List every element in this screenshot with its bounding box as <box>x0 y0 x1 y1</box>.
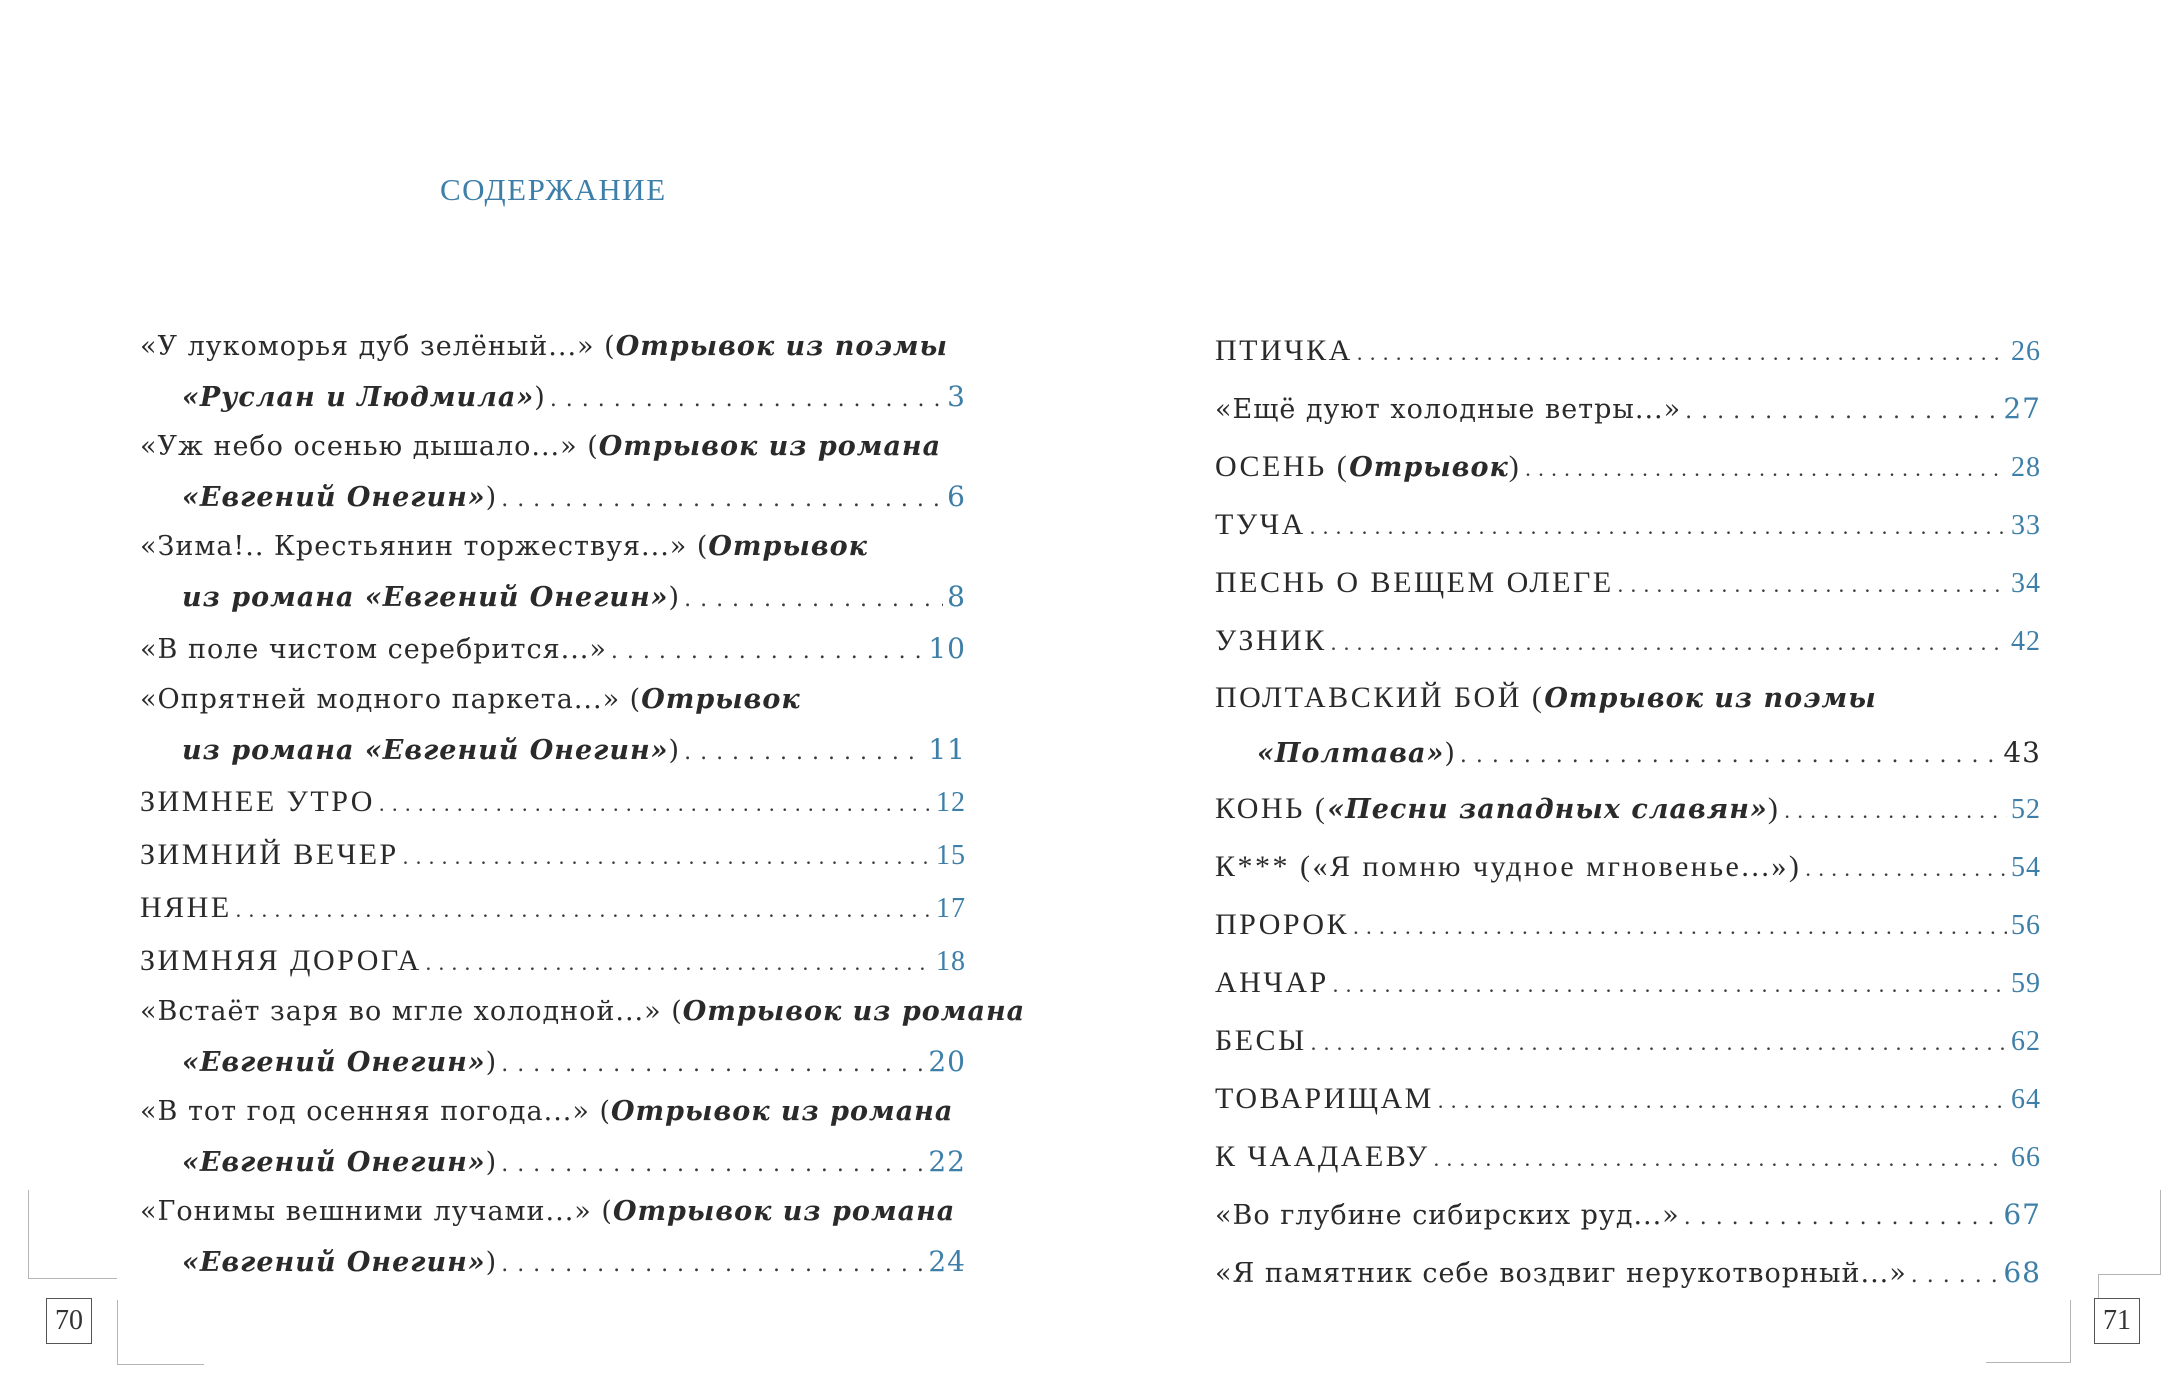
toc-entry[interactable] <box>1215 1128 2041 1186</box>
toc-title-text: ПЕСНЬ О ВЕЩЕМ ОЛЕГЕ <box>1215 566 1614 599</box>
toc-title-text: «Ещё дуют холодные ветры...» <box>1215 394 1682 425</box>
toc-title-text: «Уж небо осенью дышало...» ( <box>140 431 599 462</box>
toc-subtitle-italic: Отрывок <box>708 531 868 562</box>
toc-entry[interactable] <box>1215 838 2041 896</box>
toc-title-text: К*** («Я помню чудное мгновенье...») <box>1215 850 1802 883</box>
toc-paren: ( <box>1326 450 1350 483</box>
toc-paren: ) <box>1508 450 1522 483</box>
toc-entry <box>140 522 966 572</box>
toc-title-text: ЗИМНИЙ ВЕЧЕР <box>140 838 399 871</box>
leader-dots <box>501 1040 924 1090</box>
toc-page-number: 68 <box>2003 1256 2041 1289</box>
toc-page-number: 66 <box>2011 1142 2041 1173</box>
toc-entry <box>140 422 966 472</box>
leader-dots <box>550 375 943 425</box>
toc-page-number: 12 <box>936 787 966 818</box>
corner-frame-right <box>2098 1190 2161 1275</box>
toc-subtitle-italic: Отрывок <box>641 684 801 715</box>
toc-entry[interactable] <box>140 775 966 828</box>
toc-title-text: ТУЧА <box>1215 508 1306 541</box>
toc-entry[interactable] <box>1215 1186 2041 1244</box>
toc-entry[interactable] <box>1215 438 2041 496</box>
corner-frame-right-2 <box>2070 1274 2099 1300</box>
toc-title-text: К ЧААДАЕВУ <box>1215 1140 1430 1173</box>
toc-subtitle-italic: «Евгений Онегин» <box>182 482 486 513</box>
toc-title-text: ) <box>485 1147 498 1178</box>
toc-page-number: 56 <box>2011 910 2041 941</box>
leader-dots <box>1460 728 1999 783</box>
toc-entry[interactable] <box>1215 380 2041 438</box>
toc-page-number: 54 <box>2011 852 2041 883</box>
toc-entry[interactable] <box>1215 725 2041 780</box>
toc-subtitle-italic: «Евгений Онегин» <box>182 1047 486 1078</box>
toc-left-list <box>140 322 1026 1287</box>
leader-dots <box>1434 1130 2007 1188</box>
toc-entry[interactable] <box>140 1237 966 1287</box>
toc-title-text: АНЧАР <box>1215 966 1329 999</box>
toc-page-number: 67 <box>2003 1198 2041 1231</box>
toc-page-number: 43 <box>2003 736 2041 769</box>
page-number-left: 70 <box>46 1298 92 1344</box>
toc-paren: ( <box>1304 792 1328 825</box>
leader-dots <box>1911 1247 2000 1305</box>
contents-heading: СОДЕРЖАНИЕ <box>440 172 667 207</box>
toc-subtitle-italic: Отрывок из поэмы <box>615 331 949 362</box>
leader-dots <box>1357 324 2007 382</box>
toc-subtitle-italic: Отрывок <box>1349 452 1509 483</box>
toc-entry[interactable] <box>140 725 966 775</box>
toc-entry[interactable] <box>1215 554 2041 612</box>
leader-dots <box>403 830 932 883</box>
leader-dots <box>501 475 943 525</box>
toc-title-text: ) <box>485 1247 498 1278</box>
toc-title-text: ) <box>485 1047 498 1078</box>
toc-title-text: «Я памятник себе воздвиг нерукотворный...» <box>1215 1258 1907 1289</box>
leader-dots <box>611 625 924 678</box>
toc-entry <box>140 1187 966 1237</box>
toc-entry[interactable] <box>1215 896 2041 954</box>
toc-entry[interactable] <box>140 572 966 622</box>
leader-dots <box>501 1140 924 1190</box>
leader-dots <box>684 728 924 778</box>
toc-subtitle-italic: «Руслан и Людмила» <box>182 382 535 413</box>
toc-entry[interactable] <box>1215 1070 2041 1128</box>
toc-title-text: «В поле чистом серебрится...» <box>140 634 607 665</box>
toc-page-number: 6 <box>947 480 966 513</box>
toc-title-text: ЗИМНЕЕ УТРО <box>140 785 375 818</box>
toc-page-number: 62 <box>2011 1026 2041 1057</box>
page-number-right: 71 <box>2094 1298 2140 1344</box>
leader-dots <box>684 575 943 625</box>
toc-title-text: ОСЕНЬ <box>1215 450 1327 483</box>
toc-title-text: БЕСЫ <box>1215 1024 1307 1057</box>
toc-title-text: ) <box>485 482 498 513</box>
toc-subtitle-italic: Отрывок из романа <box>682 996 1026 1027</box>
toc-entry[interactable] <box>1215 496 2041 554</box>
toc-page-number: 3 <box>947 380 966 413</box>
toc-right-list <box>1215 322 2041 1302</box>
leader-dots <box>426 936 932 989</box>
toc-entry[interactable] <box>140 622 966 675</box>
toc-title-text: ) <box>668 735 681 766</box>
toc-page-number: 64 <box>2011 1084 2041 1115</box>
toc-page-number: 33 <box>2011 510 2041 541</box>
toc-subtitle-italic: «Полтава» <box>1257 738 1445 769</box>
toc-entry <box>1215 670 2041 725</box>
toc-title-text: «Гонимы вешними лучами...» ( <box>140 1196 613 1227</box>
corner-frame-left-3 <box>117 1300 204 1365</box>
leader-dots <box>1805 840 2007 898</box>
leader-dots <box>379 777 932 830</box>
toc-title-text: ТОВАРИЩАМ <box>1215 1082 1434 1115</box>
toc-page-number: 42 <box>2011 626 2041 657</box>
toc-entry <box>140 1087 966 1137</box>
toc-title-text: ) <box>1444 738 1456 769</box>
toc-page-number: 17 <box>936 893 966 924</box>
toc-paren: ) <box>1767 792 1781 825</box>
toc-subtitle-italic: «Евгений Онегин» <box>182 1247 486 1278</box>
toc-entry[interactable] <box>1215 612 2041 670</box>
toc-title-text: ) <box>668 582 681 613</box>
leader-dots <box>1685 383 1999 441</box>
toc-page-number: 28 <box>2011 452 2041 483</box>
corner-frame-left-2 <box>92 1278 117 1289</box>
toc-page-number: 11 <box>928 733 966 766</box>
toc-page-number: 22 <box>928 1145 966 1178</box>
toc-entry[interactable] <box>140 934 966 987</box>
leader-dots <box>1525 440 2007 498</box>
toc-subtitle-italic: из романа «Евгений Онегин» <box>182 582 669 613</box>
toc-title-text: «Встаёт заря во мгле холодной...» ( <box>140 996 683 1027</box>
leader-dots <box>1331 614 2007 672</box>
toc-entry[interactable] <box>140 372 966 422</box>
toc-title-text: «В тот год осенняя погода...» ( <box>140 1096 612 1127</box>
toc-paren: ( <box>1521 681 1545 714</box>
toc-entry[interactable] <box>140 472 966 522</box>
toc-title-text: УЗНИК <box>1215 624 1327 657</box>
toc-entry[interactable] <box>1215 780 2041 838</box>
leader-dots <box>1310 498 2007 556</box>
toc-title-text: ПРОРОК <box>1215 908 1350 941</box>
toc-subtitle-italic: Отрывок из романа <box>612 1196 956 1227</box>
toc-page-number: 59 <box>2011 968 2041 999</box>
toc-title-text: ПОЛТАВСКИЙ БОЙ <box>1215 681 1522 714</box>
toc-page-number: 10 <box>928 632 966 665</box>
corner-frame-right-3 <box>1986 1300 2071 1363</box>
toc-page-number: 34 <box>2011 568 2041 599</box>
leader-dots <box>1684 1189 2000 1247</box>
toc-title-text: «Во глубине сибирских руд...» <box>1215 1200 1680 1231</box>
toc-title-text: КОНЬ <box>1215 792 1305 825</box>
toc-entry[interactable] <box>1215 954 2041 1012</box>
leader-dots <box>1333 956 2007 1014</box>
toc-entry <box>140 675 966 725</box>
leader-dots <box>1353 898 2007 956</box>
toc-page-number: 15 <box>936 840 966 871</box>
toc-title-text: «У лукоморья дуб зелёный...» ( <box>140 331 616 362</box>
leader-dots <box>501 1240 924 1290</box>
toc-subtitle-italic: Отрывок из романа <box>598 431 942 462</box>
toc-entry[interactable] <box>140 881 966 934</box>
right-page <box>1088 0 2176 1389</box>
toc-title-text: «Опрятней модного паркета...» ( <box>140 684 642 715</box>
toc-page-number: 24 <box>928 1245 966 1278</box>
toc-title-text: «Зима!.. Крестьянин торжествуя...» ( <box>140 531 709 562</box>
leader-dots <box>1784 782 2007 840</box>
toc-entry[interactable] <box>140 828 966 881</box>
toc-entry[interactable] <box>140 1037 966 1087</box>
toc-entry[interactable] <box>140 1137 966 1187</box>
leader-dots <box>1438 1072 2007 1130</box>
toc-title-text: ЗИМНЯЯ ДОРОГА <box>140 944 422 977</box>
toc-page-number: 26 <box>2011 336 2041 367</box>
toc-title-text: НЯНЕ <box>140 891 232 924</box>
toc-entry[interactable] <box>1215 1012 2041 1070</box>
leader-dots <box>236 883 932 936</box>
toc-page-number: 8 <box>947 580 966 613</box>
toc-entry[interactable] <box>1215 322 2041 380</box>
toc-subtitle-italic: из романа «Евгений Онегин» <box>182 735 669 766</box>
toc-subtitle-italic: Отрывок из поэмы <box>1544 683 1877 714</box>
toc-title-text: ПТИЧКА <box>1215 334 1353 367</box>
toc-page-number: 20 <box>928 1045 966 1078</box>
toc-entry[interactable] <box>1215 1244 2041 1302</box>
toc-page-number: 27 <box>2003 392 2041 425</box>
toc-subtitle-italic: «Евгений Онегин» <box>182 1147 486 1178</box>
leader-dots <box>1618 556 2007 614</box>
toc-entry <box>140 322 966 372</box>
toc-page-number: 52 <box>2011 794 2041 825</box>
toc-entry <box>140 987 1026 1037</box>
corner-frame-left <box>28 1190 93 1279</box>
toc-subtitle-italic: Отрывок из романа <box>611 1096 954 1127</box>
toc-page-number: 18 <box>936 946 966 977</box>
toc-title-text: ) <box>534 382 546 413</box>
toc-subtitle-italic: «Песни западных славян» <box>1327 794 1768 825</box>
leader-dots <box>1311 1014 2007 1072</box>
